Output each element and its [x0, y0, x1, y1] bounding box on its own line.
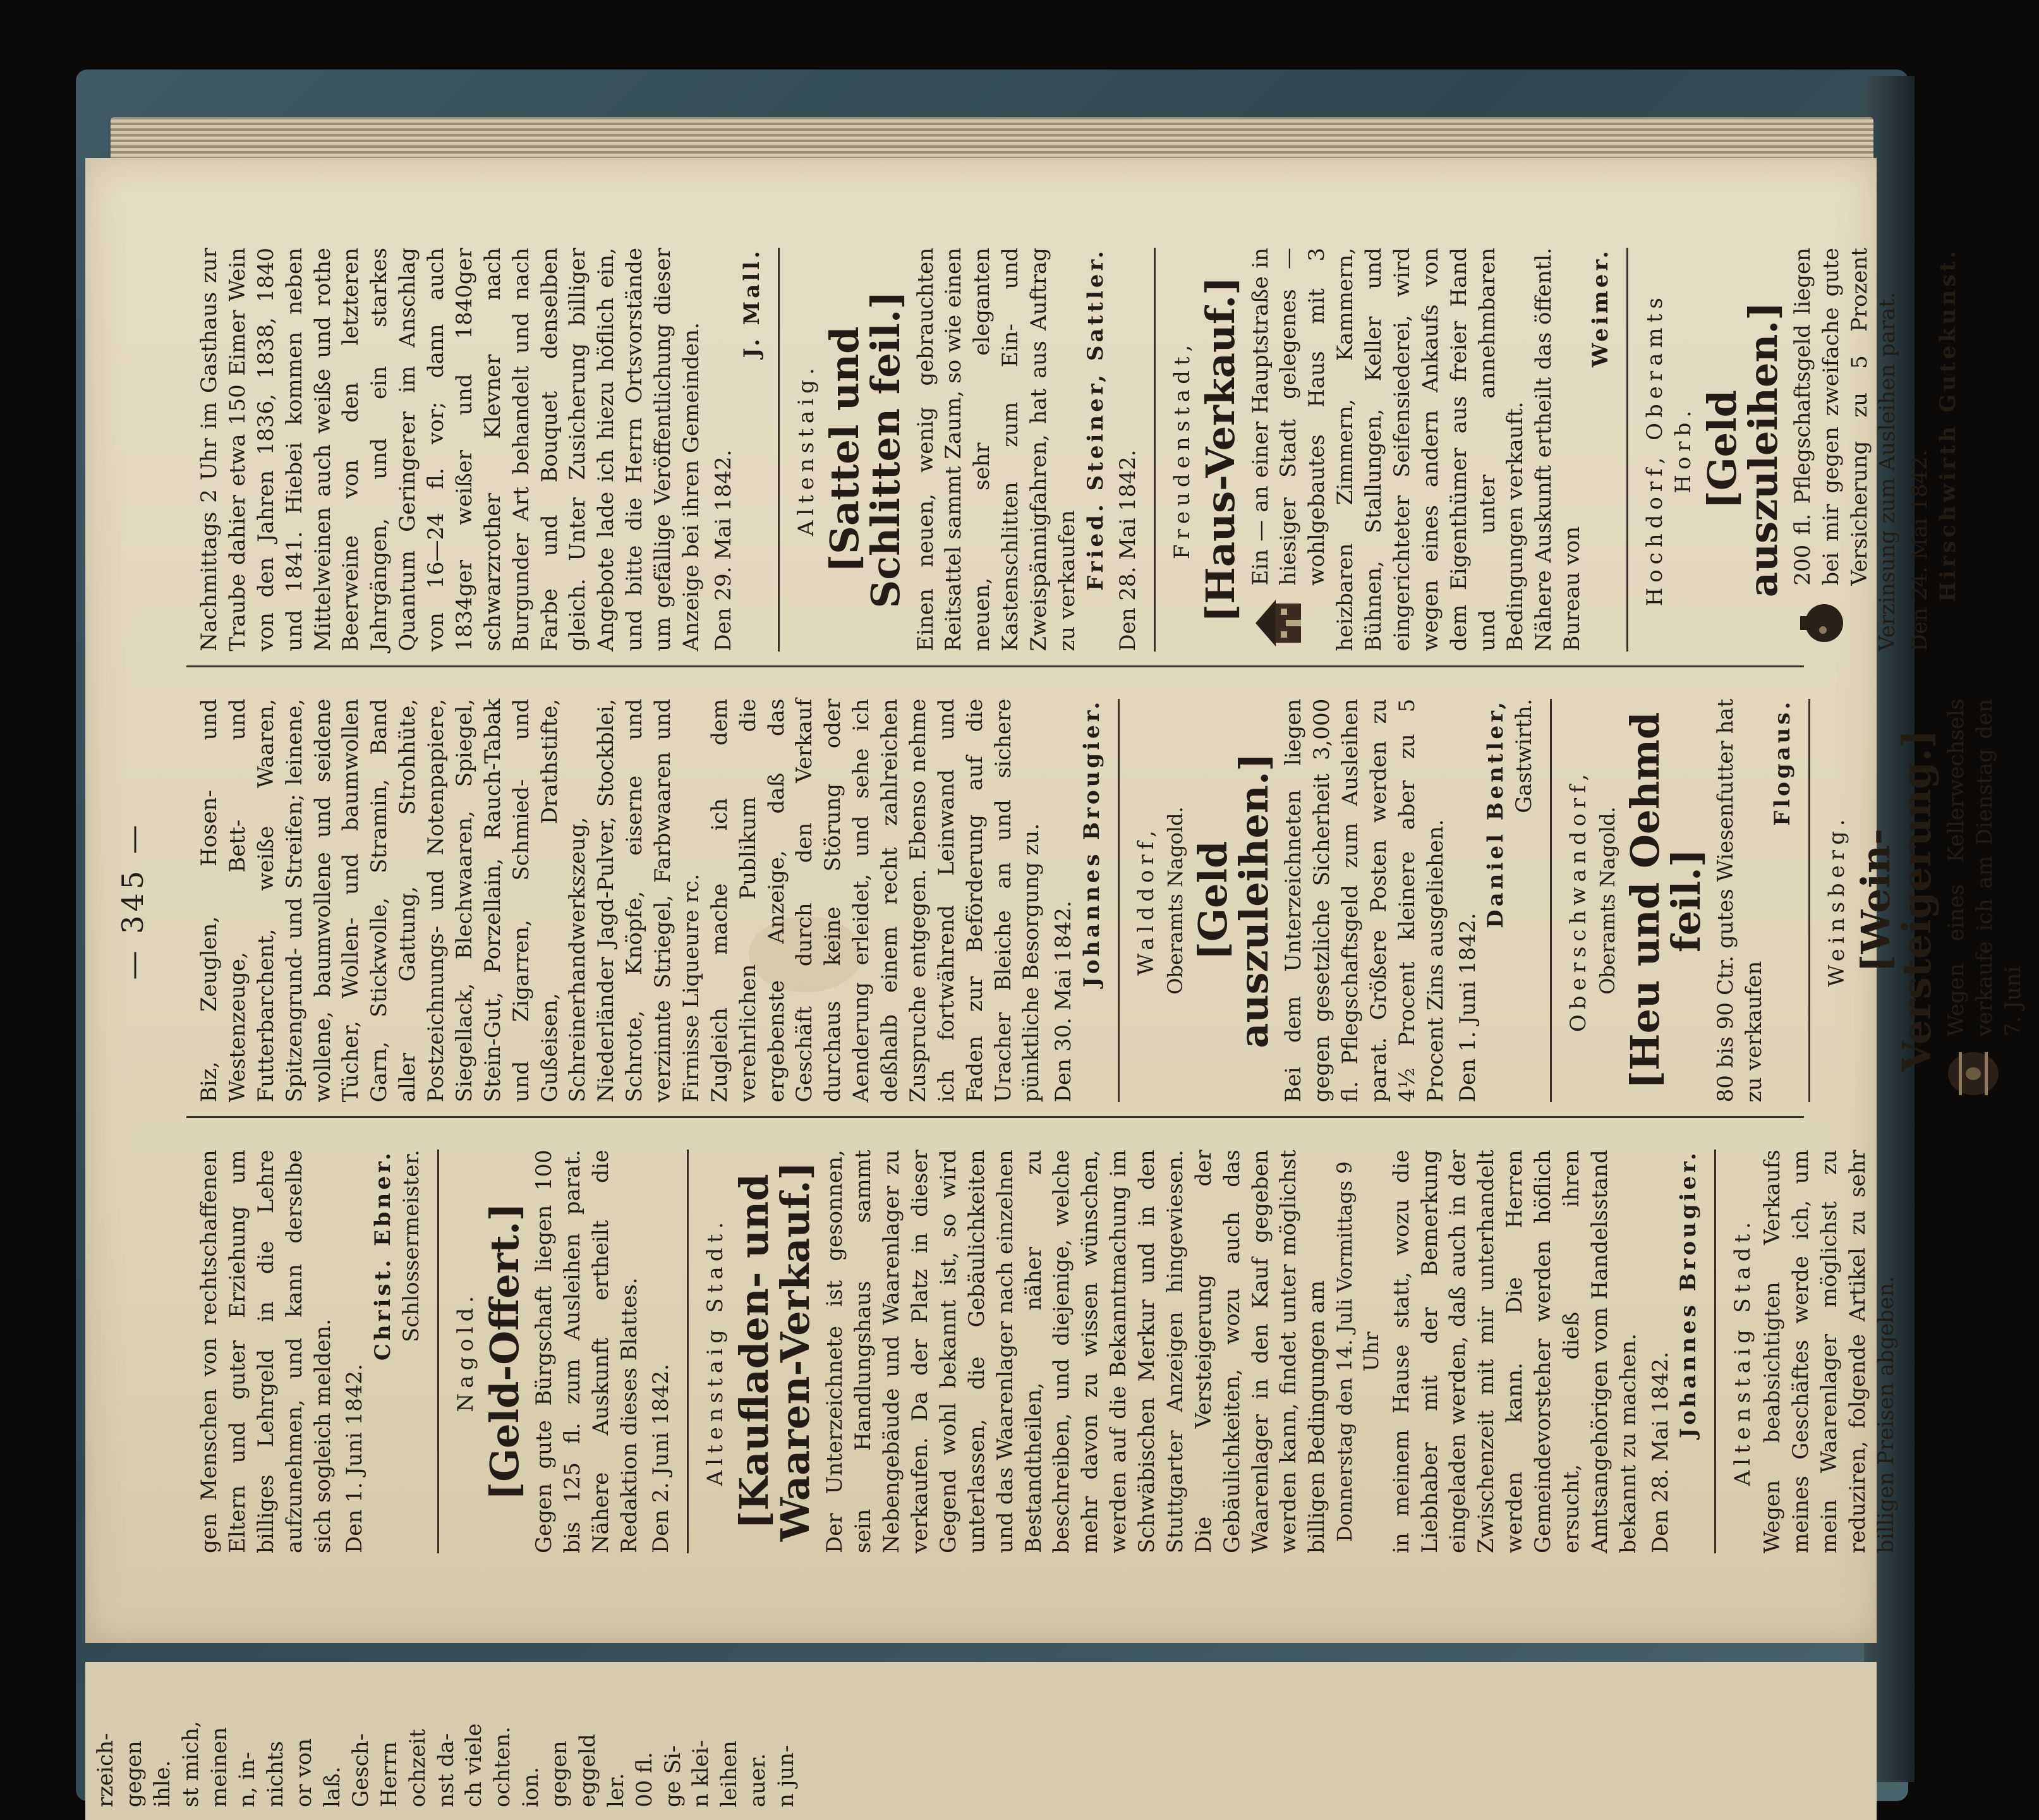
ad-headline: [Haus-Verkauf.]: [1197, 276, 1244, 623]
ad-signature: Flogaus.: [1770, 698, 1796, 826]
ad-waren-liste: [186, 699, 1120, 1103]
ad-auction-time: Donnerstag den 14. Juli Vormittags 9 Uhr: [1333, 1161, 1384, 1542]
ad-signature: Hirschwirth Gutekunst.: [1935, 247, 1961, 602]
ad-signature: Fried. Steiner, Sattler.: [1082, 247, 1108, 591]
ad-district: Oberamts Nagold.: [1595, 806, 1620, 995]
ad-heu-oehmd: [1552, 699, 1810, 1103]
ad-date: Den 29. Mai 1842.: [710, 449, 736, 652]
wine-barrel-woodcut-icon: [1945, 1045, 2002, 1102]
next-page-fragment: Gesch-: [348, 1733, 373, 1807]
ad-district: Oberamts Nagold.: [1163, 806, 1187, 995]
ad-place: Oberschwandorf,: [1566, 768, 1592, 1033]
next-page-fragment: n klei-: [688, 1740, 714, 1807]
ad-text: Nachmittags 2 Uhr im Gasthaus zur Traube dahier etwa 150 Eimer Wein von den Jahren 1836, 1838, 1840 und 1841. Hiebei kommen neben Mittelweinen auch weiße und rothe Beerweine von den letzteren Jahrgängen, und ein starkes Quantum Geringerer im Anschlag von 16—24 fl. vor; dann auch 1834ger weißer und 1840ger schwarzrother Klevner nach Burgunder Art behandelt und nach Farbe und Bouquet denselben gleich. Unter Zusicherung billiger Angebote lade ich hiezu höflich ein, und bitte die Herrn Ortsvorstände um gefällige Veröffentlichung dieser Anzeige bei ihren Gemeinden.: [197, 247, 704, 652]
next-page-fragment: nst da-: [433, 1733, 459, 1807]
ad-text: 200 fl. Pflegschaftsgeld liegen bei mir gegen zweifache gute Versicherung zu 5 Prozent Verzinsung zum Ausleihen parat.: [1789, 247, 1901, 652]
next-page-fragment: ion.: [518, 1766, 544, 1807]
next-page-fragment: laß.: [320, 1766, 345, 1807]
ad-headline: [Heu und Oehmd feil.]: [1622, 712, 1710, 1089]
ad-date: Den 1. Juni 1842.: [342, 1364, 368, 1553]
ad-text: Wegen beabsichtigten Verkaufs meines Geschäftes werde ich, um mein Waarenlager möglichst zu reduziren, folgende Artikel zu sehr billigen Preisen abgeben.: [1760, 1150, 1899, 1553]
next-page-fragment: nichts: [263, 1741, 289, 1807]
next-page-fragment: 00 fl.: [631, 1752, 657, 1807]
ad-signature: Weimer.: [1588, 247, 1614, 368]
next-page-fragment: auer.: [745, 1753, 771, 1807]
next-page-fragment: st mich,: [178, 1721, 203, 1807]
next-page-fragments: [85, 1662, 807, 1820]
next-page-fragment: gegen: [547, 1740, 572, 1807]
ad-signature: Johannes Brougier.: [1079, 698, 1105, 988]
middle-column: [186, 685, 2026, 1119]
ad-geld-offert: [439, 1150, 689, 1553]
ad-sattel-schlitten: [780, 248, 1156, 652]
ad-place: Weinsberg.: [1824, 814, 1850, 987]
newspaper-page: [85, 158, 2026, 1643]
ad-date: Den 24. Mai 1842.: [1907, 449, 1933, 652]
next-page-fragment: ler.: [603, 1773, 629, 1807]
ad-signature: Daniel Bentler,: [1483, 698, 1509, 928]
ad-headline: [Wein-Versteigerung.]: [1852, 729, 1940, 1072]
ad-headline: [Sattel und Schlitten feil.]: [821, 291, 909, 609]
house-woodcut-icon: [1249, 595, 1306, 652]
ad-signature-title: Schlossermeister.: [399, 1150, 425, 1342]
ad-headline: [Geld auszuleihen.]: [1190, 753, 1278, 1048]
ad-place: Altenstaig.: [793, 363, 819, 537]
ad-date: Den 1. Juni 1842.: [1455, 913, 1480, 1103]
ad-text: Der Unterzeichnete ist gesonnen, sein Handlungshaus sammt Nebengebäude und Waarenlager zu verkaufen. Da der Platz in dieser Gegend wohl bekannt ist, so wird unterlassen, die Gebäulichkeiten und das Waarenlager nach einzelnen Bestandtheilen, näher zu beschreiben, und diejenige, welche mehr davon zu wissen wünschen, werden auf die Bekanntmachung im Schwäbischen Merkur und in den Stuttgarter Anzeigen hingewiesen. Die Versteigerung der Gebäulichkeiten, wozu auch das Waarenlager in den Kauf gegeben werden kann, findet unter möglichst billigen Bedingungen am: [822, 1150, 1330, 1553]
next-page-rotated: [85, 1662, 1877, 1820]
ad-text: Gegen gute Bürgschaft liegen 100 bis 125 fl. zum Ausleihen parat. Nähere Auskunft ertheilt die Redaktion dieses Blattes.: [531, 1150, 642, 1553]
ad-hochdorf-geld: [1628, 248, 1974, 652]
next-page-fragment: rzeich-: [93, 1733, 118, 1807]
ad-text-continued: in meinem Hause statt, wozu die Liebhaber mit der Bemerkung eingeladen werden, daß auch in der Zwischenzeit mit mir unterhandelt werden kann. Die Herren Gemeindevorsteher werden höflich ersucht, dieß ihren Amtsangehörigen vom Handelsstand bekannt zu machen.: [1388, 1150, 1641, 1553]
ad-place: Altenstaig Stadt.: [1730, 1216, 1756, 1486]
next-page-edge: [85, 1662, 1877, 1820]
next-page-fragment: ihle.: [149, 1760, 175, 1807]
ad-text: Biz, Zeuglen, Hosen- und Westenzeuge, Bett- und Futterbarchent, weiße Waaren, Spitzengrund- und Streifen; leinene, wollene, baumwollene und seidene Tücher, Wollen- und baumwollen Garn, Stickwolle, Stramin, Band aller Gattung, Strohhüte, Postzeichnungs- und Notenpapiere, Siegellack, Blechwaaren, Spiegel, Stein-Gut, Porzellain, Rauch-Tabak und Zigarren, Schmied- und Gußeisen, Drathstifte, Schreinerhandwerkszeug, Niederländer Jagd-Pulver, Stockblei, Schrote, Knöpfe, eiserne und verzinnte Striegel, Farbwaaren und Firnisse Liqueure rc.: [197, 698, 704, 1103]
next-page-fragment: n jun-: [773, 1745, 799, 1807]
next-page-fragment: ochten.: [490, 1726, 516, 1807]
ad-text-continued: Zugleich mache ich dem verehrlichen Publikum die ergebenste Anzeige, daß das Geschäft durch den Verkauf durchaus keine Störung oder Aenderung erleidet, und sehe ich deßhalb einem recht zahlreichen Zuspruche entgegen. Ebenso nehme ich fortwährend Leinwand und Faden zur Beförderung auf die Uracher Bleiche an und sichere pünktliche Besorgung zu.: [706, 698, 1044, 1103]
ad-apprentice: [186, 1150, 439, 1553]
ad-date: Den 28. Mai 1842.: [1647, 1351, 1673, 1553]
next-page-fragment: ochzeit: [404, 1729, 430, 1807]
rotated-page-content: [85, 158, 2026, 1643]
ad-place: Nagold.: [453, 1290, 478, 1412]
ad-date: Den 2. Juni 1842.: [648, 1364, 674, 1553]
left-column: [186, 1136, 1899, 1567]
ad-signature: J. Mall.: [739, 247, 765, 358]
columns: [186, 234, 2026, 1567]
ad-ausverkauf: [1716, 1150, 1911, 1553]
ad-place: Freudenstadt,: [1169, 339, 1195, 559]
ad-haus-verkauf: [1156, 248, 1628, 652]
ad-text: Einen neuen, wenig gebrauchten Reitsattel sammt Zaum, so wie einen neuen, sehr eleganten Kastenschlitten zum Ein- und Zweispännigfahren, hat aus Auftrag zu verkaufen: [912, 247, 1080, 652]
ad-text-continued: Nähere Auskunft ertheilt das öffentl. Bureau von: [1531, 247, 1585, 652]
next-page-fragment: n, in-: [234, 1752, 260, 1807]
next-page-fragment: meinen: [206, 1726, 232, 1807]
ad-text: Ein — an einer Hauptstraße in hiesiger Stadt gelegenes — wohlgebautes Haus mit 3 heizbaren Zimmern, Kammern, Bühnen, Stallungen, Keller und eingerichteter Seifensiederei, wird wegen eines andern Ankaufs von dem Eigenthümer aus freier Hand und unter annehmbaren Bedingungen verkauft.: [1247, 247, 1528, 652]
ad-kaufladen: [689, 1150, 1716, 1553]
next-page-fragment: or von: [291, 1738, 317, 1807]
right-column: [186, 234, 1961, 667]
ad-headline: [Geld auszuleihen.]: [1698, 301, 1786, 598]
ad-text: gen Menschen von rechtschaffenen Eltern und guter Erziehung um billiges Lehrgeld in die Lehre aufzunehmen, und kann derselbe sich sogleich melden.: [197, 1150, 336, 1553]
next-page-fragment: eggeld: [574, 1733, 600, 1807]
ad-walddorf-geld: [1120, 699, 1552, 1103]
ad-date: Den 28. Mai 1842.: [1115, 449, 1141, 652]
next-page-fragment: gegen: [121, 1740, 147, 1807]
ad-headline: [Kaufladen- und Waaren-Verkauf.]: [731, 1162, 819, 1542]
ad-wein-versteigerung: [1810, 699, 2039, 1103]
ad-signature-title: Gastwirth.: [1511, 698, 1537, 813]
ad-signature: Johannes Brougier.: [1676, 1150, 1702, 1438]
ad-wein-details: [186, 248, 780, 652]
ad-text: Bei dem Unterzeichneten liegen gegen gesetzliche Sicherheit 3,000 fl. Pflegschaftsgeld zum Ausleihen parat. Größere Posten werden zu 4½ Procent kleinere aber zu 5 Procent Zins ausgeliehen.: [1281, 698, 1448, 1103]
next-page-fragment: ch viele: [461, 1723, 487, 1807]
ad-place: Altenstaig Stadt.: [703, 1216, 729, 1486]
ad-date: Den 30. Mai 1842.: [1051, 901, 1077, 1103]
ad-headline: [Geld-Offert.]: [481, 1203, 528, 1501]
ad-place: Walddorf,: [1134, 825, 1159, 976]
ad-place: Hochdorf, Oberamts Horb.: [1642, 293, 1696, 607]
next-page-fragment: ge Si-: [660, 1745, 686, 1807]
page-number: — 345 —: [116, 821, 150, 980]
ad-signature: Christ. Ebner.: [370, 1150, 396, 1361]
ad-text: 80 bis 90 Ctr. gutes Wiesenfutter hat zu verkaufen: [1713, 698, 1767, 1103]
ad-text: Wegen eines Kellerwechsels verkaufe ich am Dienstag den 7. Juni: [1944, 698, 2026, 1037]
next-page-fragment: Herrn: [376, 1741, 402, 1807]
money-bag-woodcut-icon: [1791, 595, 1848, 652]
next-page-fragment: leihen: [717, 1740, 742, 1807]
